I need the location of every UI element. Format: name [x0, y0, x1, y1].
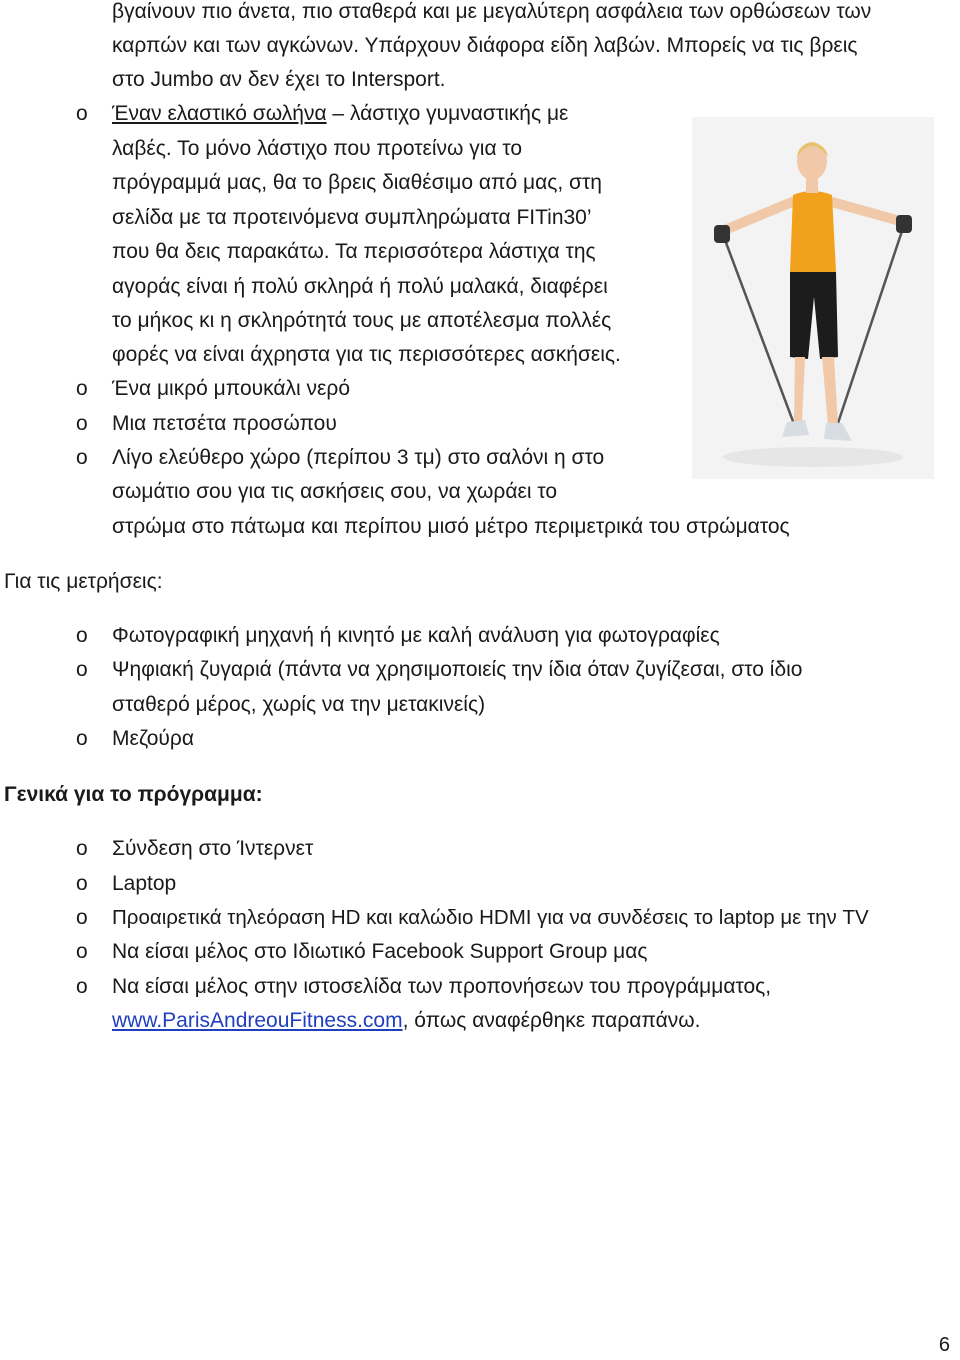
- link-line-rest: , όπως αναφέρθηκε παραπάνω.: [402, 1009, 701, 1032]
- list-item-tv: Προαιρετικά τηλεόραση HD και καλώδιο HDMI για να συνδέσεις το laptop με την TV: [112, 906, 869, 929]
- list-item-water: Ένα μικρό μπουκάλι νερό: [112, 377, 350, 400]
- list-item-internet: Σύνδεση στο Ίντερνετ: [112, 837, 314, 860]
- bullet-marker: o: [76, 412, 88, 435]
- list-item-scale: Ψηφιακή ζυγαριά (πάντα να χρησιμοποιείς την ίδια όταν ζυγίζεσαι, στο ίδιο: [112, 658, 803, 681]
- bullet-marker: o: [76, 837, 88, 860]
- paragraph-line: στρώμα στο πάτωμα και περίπου μισό μέτρο περιμετρικά του στρώματος: [112, 515, 790, 538]
- list-item-laptop: Laptop: [112, 872, 177, 895]
- page-number: 6: [938, 1334, 950, 1356]
- bullet-marker: o: [76, 446, 88, 469]
- resistance-band-photo: [692, 117, 934, 479]
- bullet-marker: o: [76, 940, 88, 963]
- paragraph-line: φορές να είναι άχρηστα για τις περισσότερες ασκήσεις.: [112, 343, 621, 366]
- paragraph-line: που θα δεις παρακάτω. Τα περισσότερα λάστιχα της: [112, 240, 596, 263]
- paragraph-line: πρόγραμμά μας, θα το βρεις διαθέσιμο από μας, στη: [112, 171, 602, 194]
- paragraph-line: στο Jumbo αν δεν έχει το Intersport.: [112, 68, 446, 91]
- paragraph-line: βγαίνουν πιο άνετα, πιο σταθερά και με μεγαλύτερη ασφάλεια των ορθώσεων των: [112, 0, 872, 23]
- list-item-camera: Φωτογραφική μηχανή ή κινητό με καλή ανάλυση για φωτογραφίες: [112, 624, 720, 647]
- list-item-facebook-group: Να είσαι μέλος στο Ιδιωτικό Facebook Support Group μας: [112, 940, 648, 963]
- bullet-marker: o: [76, 624, 88, 647]
- paragraph-line: σωμάτιο σου για τις ασκήσεις σου, να χωράει το: [112, 480, 558, 503]
- paragraph-line: σταθερό μέρος, χωρίς να την μετακινείς): [112, 693, 486, 716]
- list-item-band: [112, 100, 568, 128]
- paragraph-line: σελίδα με τα προτεινόμενα συμπληρώματα FITin30’: [112, 206, 592, 229]
- band-title-rest: – λάστιχο γυμναστικής με: [326, 102, 569, 125]
- list-item-tape: Μεζούρα: [112, 727, 194, 750]
- section-heading-measurements: Για τις μετρήσεις:: [4, 570, 163, 593]
- list-item-space: Λίγο ελεύθερο χώρο (περίπου 3 τμ) στο σαλόνι η στο: [112, 446, 605, 469]
- bullet-marker: o: [76, 727, 88, 750]
- paragraph-line: καρπών και των αγκώνων. Υπάρχουν διάφορα είδη λαβών. Μπορείς να τις βρεις: [112, 34, 858, 57]
- bullet-marker: o: [76, 975, 88, 998]
- bullet-marker: o: [76, 872, 88, 895]
- bullet-marker: o: [76, 906, 88, 929]
- website-link[interactable]: www.ParisAndreouFitness.com: [112, 1009, 403, 1032]
- bullet-marker: o: [76, 377, 88, 400]
- section-heading-general: Γενικά για το πρόγραμμα:: [4, 783, 263, 806]
- list-item-towel: Μια πετσέτα προσώπου: [112, 412, 337, 435]
- paragraph-line: λαβές. Το μόνο λάστιχο που προτείνω για το: [112, 137, 523, 160]
- paragraph-line: αγοράς είναι ή πολύ σκληρά ή πολύ μαλακά, διαφέρει: [112, 275, 608, 298]
- paragraph-line: το μήκος κι η σκληρότητά τους με αποτέλεσμα πολλές: [112, 309, 612, 332]
- link-line: [112, 1007, 700, 1035]
- bullet-marker: o: [76, 102, 88, 125]
- bullet-marker: o: [76, 658, 88, 681]
- list-item-website: Να είσαι μέλος στην ιστοσελίδα των προπονήσεων του προγράμματος,: [112, 975, 772, 998]
- band-title: Έναν ελαστικό σωλήνα: [112, 102, 327, 125]
